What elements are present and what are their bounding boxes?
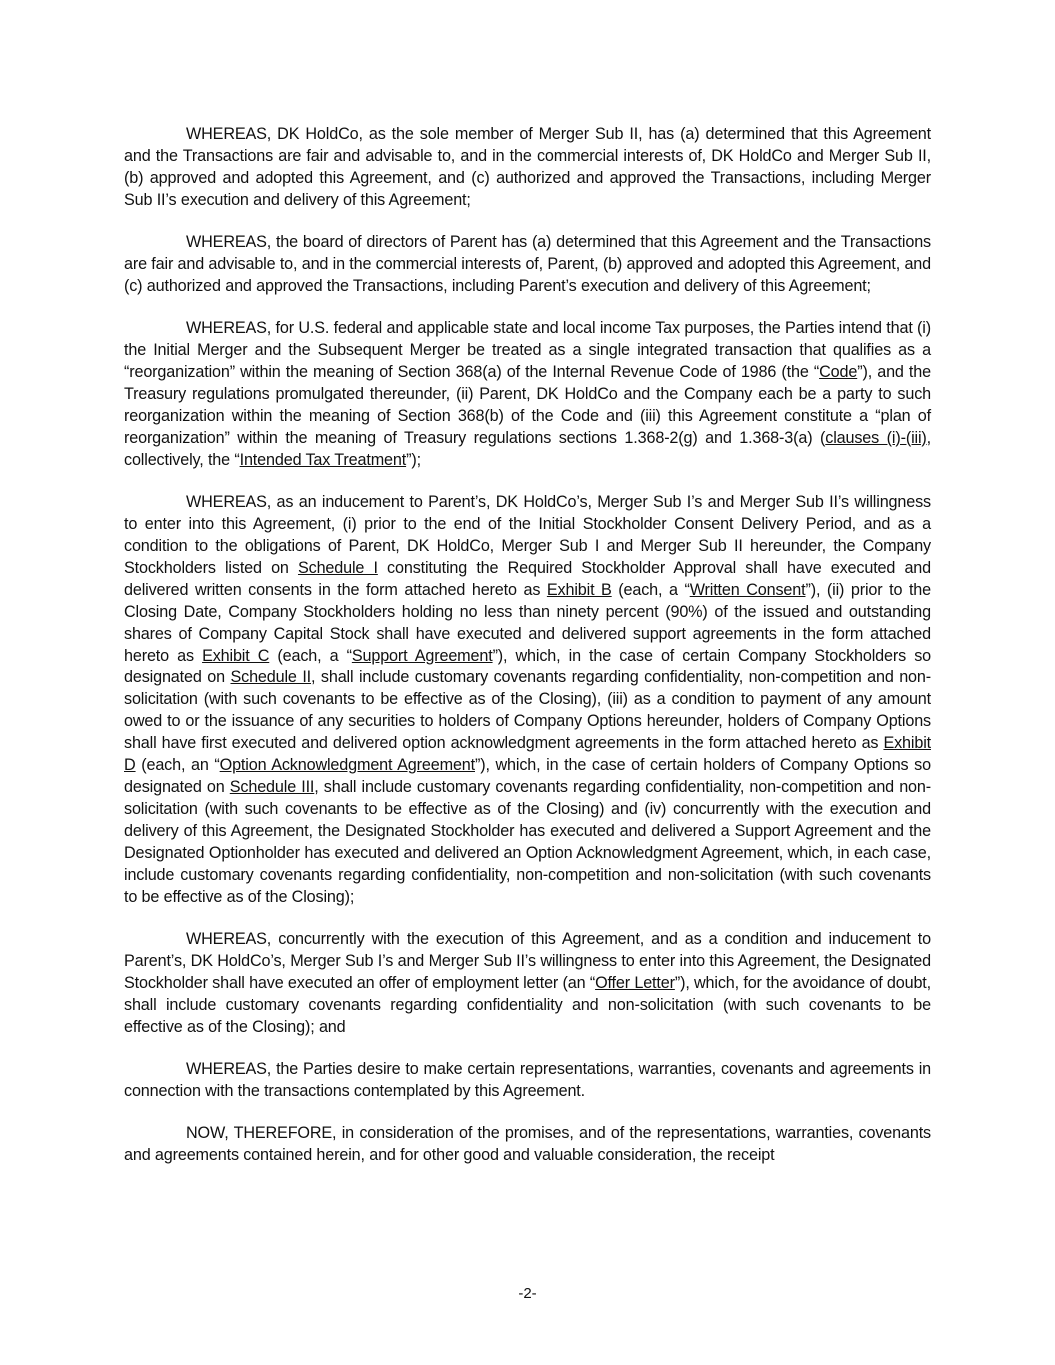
paragraph-text: (each, a “ xyxy=(611,580,690,599)
defined-term: Code xyxy=(819,363,858,382)
paragraph-text: ”), (ii) prior to the Closing Date, Company Stockholders holding no less than ninety percent (90%) of the issued and outstanding shares of Company Capital Stock shall have executed and delivered support agreements in the form attached hereto as xyxy=(124,580,931,665)
paragraph-text: WHEREAS, for U.S. federal and applicable state and local income Tax purposes, the Parties intend that (i) the Initial Merger and the Subsequent Merger be treated as a single integrated transaction that qualifies as a “reorganization” within the meaning of Section 368(a) of the Internal Revenue Code of 1986 (the “ xyxy=(124,319,931,382)
page-number: -2- xyxy=(518,1285,537,1302)
paragraph-dk-holdco-recital xyxy=(124,124,931,212)
paragraph-text: constituting the Required Stockholder Approval shall have executed and delivered written consents in the form attached hereto as xyxy=(124,558,932,599)
defined-term: Schedule I xyxy=(297,558,378,577)
paragraph-text: ”), which, in the case of certain holders of Company Options so designated on xyxy=(124,756,931,796)
defined-term: Exhibit B xyxy=(546,580,612,599)
defined-term: Option Acknowledgment Agreement xyxy=(219,756,475,775)
defined-term: Exhibit D xyxy=(124,734,931,775)
paragraph-text: , shall include customary covenants regarding confidentiality, non-competition and non-solicitation (with such covenants to be effective as of the Closing) and (iv) concurrently with the execution and delivery of this Agreement, the Designated Stockholder has executed and delivered a Support Agreement and the Designated Optionholder has executed and delivered an Option Acknowledgment Agreement, which, in each case, include customary covenants regarding confidentiality, non-competition and non-solicitation (with such covenants to be effective as of the Closing); xyxy=(124,777,931,906)
paragraph-text: ”); xyxy=(406,450,421,469)
paragraph-text: (each, an “ xyxy=(135,756,220,775)
paragraph-text: WHEREAS, as an inducement to Parent’s, DK HoldCo’s, Merger Sub I’s and Merger Sub II’s willingness to enter into this Agreement, (i) prior to the end of the Initial Stockholder Consent Delivery Period, and as a condition to the obligations of Parent, DK HoldCo, Merger Sub I and Merger Sub II hereunder, the Company Stockholders listed on xyxy=(124,493,931,577)
defined-term: Offer Letter xyxy=(595,973,675,992)
defined-term: Schedule II xyxy=(230,668,312,687)
paragraph-text: ”), which, in the case of certain Company Stockholders so designated on xyxy=(124,646,931,687)
defined-term: clauses (i)-(iii) xyxy=(825,428,927,447)
paragraph-text: WHEREAS, DK HoldCo, as the sole member of Merger Sub II, has (a) determined that this Agreement and the Transactions are fair and advisable to, and in the commercial interests of, DK HoldCo and Merger Sub II, (b) approved and adopted this Agreement, and (c) authorized and approved the Transactions, including Merger Sub II’s execution and delivery of this Agreement; xyxy=(124,125,931,209)
paragraph-text: WHEREAS, concurrently with the execution of this Agreement, and as a condition and inducement to Parent’s, DK HoldCo’s, Merger Sub I’s and Merger Sub II’s willingness to enter into this Agreement, the Designated Stockholder shall have executed an offer of employment letter (an “ xyxy=(124,929,931,992)
paragraph-text: WHEREAS, the board of directors of Parent has (a) determined that this Agreement and the Transactions are fair and advisable to, and in the commercial interests of, Parent, (b) approved and adopted this Agreement, and (c) authorized and approved the Transactions, including Parent’s execution and delivery of this Agreement; xyxy=(124,233,932,295)
paragraph-representations-recital xyxy=(124,1059,931,1103)
defined-term: Intended Tax Treatment xyxy=(239,450,407,469)
paragraph-inducement-recital xyxy=(124,492,931,908)
paragraph-tax-treatment-recital xyxy=(124,318,931,471)
paragraph-text: ”), which, for the avoidance of doubt, shall include customary covenants regarding confidentiality and non-solicitation (with such covenants to be effective as of the Closing); and xyxy=(124,973,931,1036)
paragraph-offer-letter-recital xyxy=(124,929,931,1039)
defined-term: Written Consent xyxy=(689,580,806,599)
paragraph-parent-board-recital xyxy=(124,232,931,298)
paragraph-now-therefore xyxy=(124,1123,931,1167)
defined-term: Support Agreement xyxy=(351,646,493,665)
paragraph-text: WHEREAS, the Parties desire to make certain representations, warranties, covenants and agreements in connection with the transactions contemplated by this Agreement. xyxy=(124,1059,931,1100)
paragraph-text: NOW, THEREFORE, in consideration of the promises, and of the representations, warranties, covenants and agreements contained herein, and for other good and valuable consideration, the receipt xyxy=(124,1124,931,1165)
document-body xyxy=(124,124,931,1188)
paragraph-text: (each, a “ xyxy=(269,646,352,665)
paragraph-text: ”), and the Treasury regulations promulgated thereunder, (ii) Parent, DK HoldCo and the Company each be a party to such reorganization within the meaning of Section 368(b) of the Code and (iii) this Agreement constitute a “plan of reorganization” within the meaning of Treasury regulations sections 1.368-2(g) and 1.368-3(a) ( xyxy=(124,363,931,447)
paragraph-text: , shall include customary covenants regarding confidentiality, non-competition and non-solicitation (with such covenants to be effective as of the Closing), (iii) as a condition to payment of any amount owed to or the issuance of any securities to holders of Company Options hereunder, holders of Company Options shall have first executed and delivered option acknowledgment agreements in the form attached hereto as xyxy=(124,668,932,753)
defined-term: Exhibit C xyxy=(202,646,270,665)
paragraph-text: , collectively, the “ xyxy=(124,428,932,469)
defined-term: Schedule III xyxy=(229,777,315,796)
